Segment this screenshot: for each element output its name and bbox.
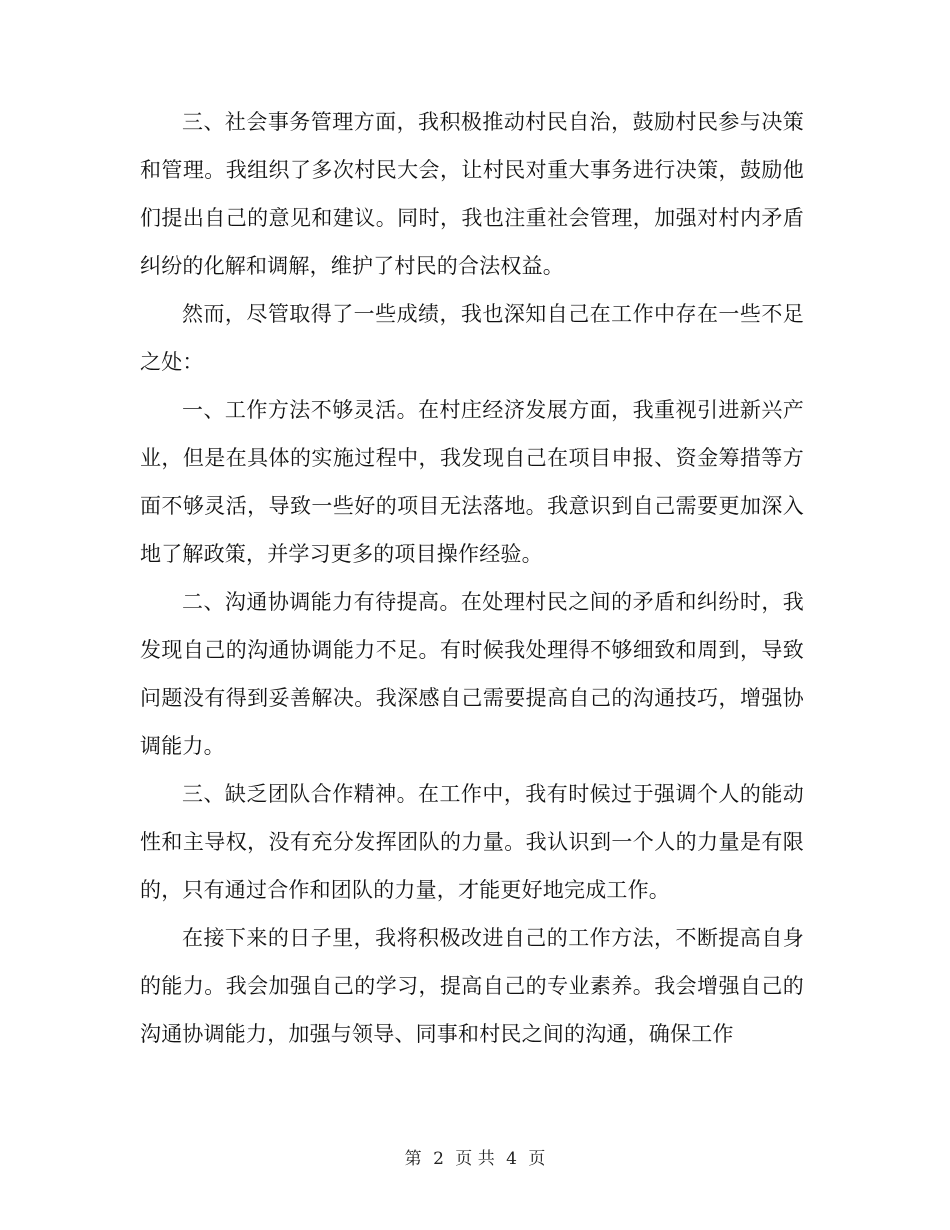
paragraph-communication: 二、沟通协调能力有待提高。在处理村民之间的矛盾和纠纷时，我发现自己的沟通协调能力不足。有时候我处理得不够细致和周到，导致问题没有得到妥善解决。我深感自己需要提高自己的沟通技巧，增强协调能力。: [140, 590, 804, 758]
footer-prefix: 第: [404, 1149, 422, 1169]
page-footer: [0, 1144, 950, 1174]
footer-suffix: 页: [528, 1149, 546, 1169]
paragraph-shortcomings-intro: 然而，尽管取得了一些成绩，我也深知自己在工作中存在一些不足之处：: [140, 302, 804, 374]
footer-middle: 页 共: [455, 1149, 495, 1169]
paragraph-improvement-plan: 在接下来的日子里，我将积极改进自己的工作方法，不断提高自身的能力。我会加强自己的学习，提高自己的专业素养。我会增强自己的沟通协调能力，加强与领导、同事和村民之间的沟通，确保工作: [140, 926, 804, 1046]
paragraph-work-methods: 一、工作方法不够灵活。在村庄经济发展方面，我重视引进新兴产业，但是在具体的实施过程中，我发现自己在项目申报、资金筹措等方面不够灵活，导致一些好的项目无法落地。我意识到自己需要更加深入地了解政策，并学习更多的项目操作经验。: [140, 398, 804, 566]
paragraph-teamwork: 三、缺乏团队合作精神。在工作中，我有时候过于强调个人的能动性和主导权，没有充分发挥团队的力量。我认识到一个人的力量是有限的，只有通过合作和团队的力量，才能更好地完成工作。: [140, 782, 804, 902]
footer-total-pages: 4: [506, 1149, 517, 1169]
footer-current-page: 2: [433, 1149, 444, 1169]
paragraph-social-affairs: 三、社会事务管理方面，我积极推动村民自治，鼓励村民参与决策和管理。我组织了多次村民大会，让村民对重大事务进行决策，鼓励他们提出自己的意见和建议。同时，我也注重社会管理，加强对村内矛盾纠纷的化解和调解，维护了村民的合法权益。: [140, 110, 804, 278]
document-body: [140, 98, 804, 1058]
